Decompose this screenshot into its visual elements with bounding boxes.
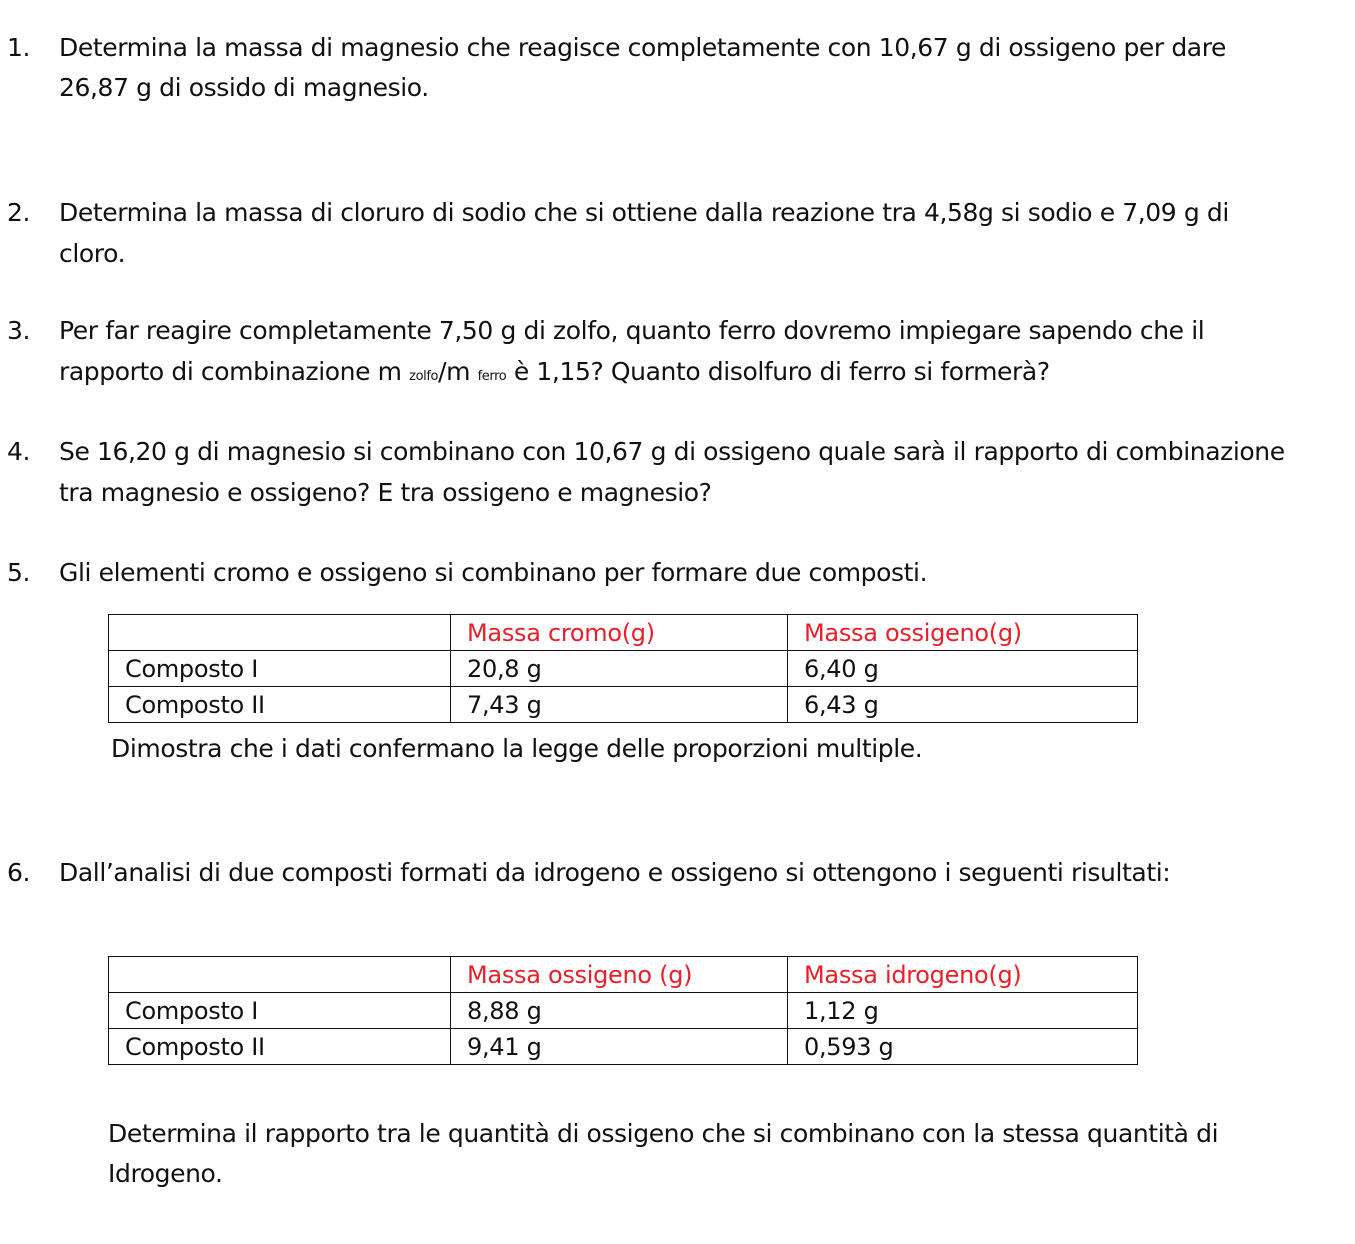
- exercise-6-text-1: Dall’analisi di due composti formati da idrogeno e ossigeno si ottengono i seguenti risultati:: [59, 858, 1171, 887]
- exercise-1-text-2: 26,87 g di ossido di magnesio.: [59, 73, 429, 102]
- table-header-cell: Massa idrogeno(g): [788, 957, 1138, 993]
- exercise-1-number: 1.: [7, 33, 31, 62]
- exercise-4-number: 4.: [7, 437, 31, 466]
- subscript-zolfo: zolfo: [409, 369, 439, 384]
- table-cell: 6,40 g: [788, 651, 1138, 687]
- table-cell: 20,8 g: [451, 651, 788, 687]
- table-cell: 6,43 g: [788, 687, 1138, 723]
- table-header-row: [109, 957, 1138, 993]
- table-header-cell: Massa cromo(g): [451, 615, 788, 651]
- exercise-3-text-2a: rapporto di combinazione m: [59, 357, 410, 386]
- table-cell: Composto II: [109, 1029, 451, 1065]
- table-header-cell: Massa ossigeno (g): [451, 957, 788, 993]
- exercise-3-text-2c: è 1,15? Quanto disolfuro di ferro si formerà?: [506, 357, 1050, 386]
- table-header-cell: [109, 957, 451, 993]
- exercise-6-after-line-1: Determina il rapporto tra le quantità di ossigeno che si combinano con la stessa quantità di: [108, 1119, 1219, 1148]
- exercise-5-number: 5.: [7, 558, 31, 587]
- exercise-6-after-line-2: Idrogeno.: [108, 1159, 223, 1188]
- exercise-2-number: 2.: [7, 198, 31, 227]
- exercise-3-text-2: [59, 357, 1050, 392]
- exercise-3-number: 3.: [7, 316, 31, 345]
- exercise-5-text-1: Gli elementi cromo e ossigeno si combinano per formare due composti.: [59, 558, 928, 587]
- table-cell: Composto I: [109, 993, 451, 1029]
- exercise-4-text-1: Se 16,20 g di magnesio si combinano con 10,67 g di ossigeno quale sarà il rapporto di combinazione: [59, 437, 1285, 466]
- exercise-3-text-1: Per far reagire completamente 7,50 g di zolfo, quanto ferro dovremo impiegare sapendo che il: [59, 316, 1205, 345]
- table-cell: Composto II: [109, 687, 451, 723]
- table-cell: 0,593 g: [788, 1029, 1138, 1065]
- exercise-5-after: Dimostra che i dati confermano la legge delle proporzioni multiple.: [111, 734, 923, 763]
- exercise-1-text-1: Determina la massa di magnesio che reagisce completamente con 10,67 g di ossigeno per dare: [59, 33, 1227, 62]
- table-row: [109, 993, 1138, 1029]
- exercise-2-text-1: Determina la massa di cloruro di sodio che si ottiene dalla reazione tra 4,58g si sodio e 7,09 g di: [59, 198, 1229, 227]
- table-cell: 9,41 g: [451, 1029, 788, 1065]
- exercise-2-text-2: cloro.: [59, 239, 126, 268]
- exercise-6-number: 6.: [7, 858, 31, 887]
- table-cell: 8,88 g: [451, 993, 788, 1029]
- table-row: [109, 651, 1138, 687]
- oxygen-hydrogen-table: [108, 956, 1138, 1065]
- exercise-4-text-2: tra magnesio e ossigeno? E tra ossigeno e magnesio?: [59, 478, 712, 507]
- table-cell: 7,43 g: [451, 687, 788, 723]
- table-header-cell: [109, 615, 451, 651]
- table-cell: Composto I: [109, 651, 451, 687]
- table-header-row: [109, 615, 1138, 651]
- table-row: [109, 687, 1138, 723]
- table-header-cell: Massa ossigeno(g): [788, 615, 1138, 651]
- exercise-3-text-2b: /m: [438, 357, 478, 386]
- subscript-ferro: ferro: [477, 369, 507, 384]
- chromium-oxygen-table: [108, 614, 1138, 723]
- table-cell: 1,12 g: [788, 993, 1138, 1029]
- table-row: [109, 1029, 1138, 1065]
